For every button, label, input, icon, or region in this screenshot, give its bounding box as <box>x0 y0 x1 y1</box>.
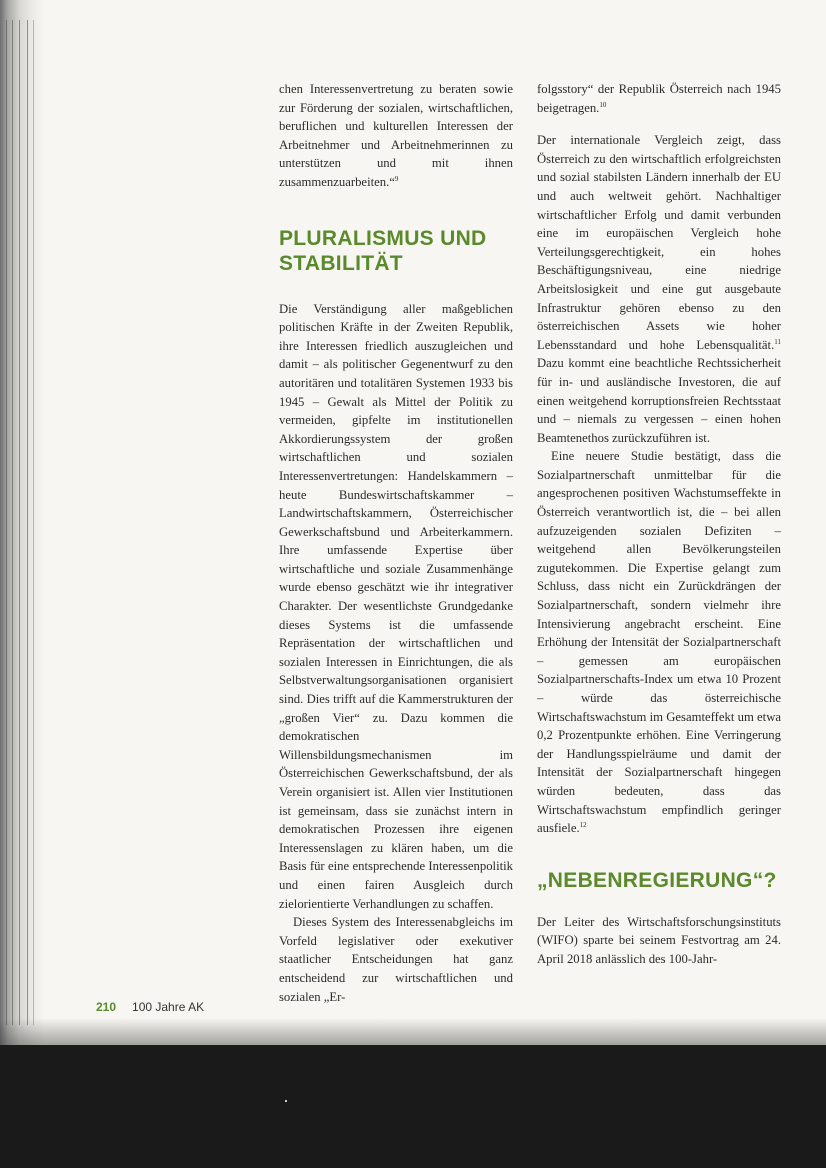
section-heading-nebenregierung: „NEBENREGIERUNG“? <box>537 868 777 892</box>
page-footer <box>96 1000 204 1014</box>
right-paragraph-3: Der Leiter des Wirtschaftsforschungsinstituts (WIFO) sparte bei seinem Festvortrag am 24. April 2018 anlässlich des 100-Jahr- <box>537 914 781 966</box>
binding-edge-line <box>6 20 7 1025</box>
left-column <box>279 80 513 1006</box>
page-number: 210 <box>96 1000 117 1014</box>
binding-edge-line <box>27 20 28 1025</box>
left-intro-paragraph: chen Interessenvertretung zu beraten sowie zur Förderung der sozialen, wirtschaftlichen, beruflichen und kulturellen Interessen der Arbeitnehmer und Arbeitnehmerinnen zu unterstützen und mit ihnen zusammenzuarbeiten.“$^9$ <box>279 82 513 189</box>
page-bottom-shadow <box>0 1018 826 1045</box>
section-heading-pluralismus: PLURALISMUS UND STABILITÄT <box>279 226 487 275</box>
right-column <box>537 80 781 969</box>
footnote-ref: 9 <box>394 174 399 183</box>
left-paragraph-2: Dieses System des Interessenabgleichs im Vorfeld legislativer oder exekutiver staatlicher Entscheidungen hat ganz entscheidend zur wirtschaftlichen und sozialen „Er- <box>279 915 513 1004</box>
binding-edge-line <box>33 20 34 1025</box>
scan-speck <box>285 1100 287 1102</box>
right-paragraph-2: Eine neuere Studie bestätigt, dass die Sozialpartnerschaft unmittelbar für die angesprochenen positiven Wachstumseffekte in Österreich verantwortlich ist, die – bei allen aufzuzeigenden sozialen Defiziten – weitgehend allen Bevölkerungsteilen zugutekommen. Die Expertise gelangt zum Schluss, dass nicht ein Zurückdrängen der Sozialpartnerschaft, sondern vielmehr ihre Intensivierung angebracht erscheint. Eine Erhöhung der Intensität der Sozialpartnerschaft – gemessen am europäischen Sozialpartnerschafts-Index um etwa 10 Prozent – würde das österreichische Wirtschaftswachstum im Gesamteffekt um etwa 0,2 Prozentpunkte erhöhen. Eine Verringerung der Handlungsspielräume und damit der Intensität der Sozialpartnerschaft hingegen würden bedeuten, dass das Wirtschaftswachstum empfindlich geringer ausfiele.$^{12}$ <box>537 449 781 836</box>
footnote-ref: 10 <box>599 100 607 109</box>
binding-edge-line <box>12 20 13 1025</box>
running-title: 100 Jahre AK <box>132 1000 205 1014</box>
book-binding-shadow <box>0 0 44 1045</box>
right-paragraph-1: Der internationale Vergleich zeigt, dass Österreich zu den wirtschaftlich erfolgreichsten und sozial stabilsten Ländern innerhalb der EU und auch weltweit gehört. Nachhaltiger wirtschaftlicher Erfolg und damit verbunden eine im europäischen Vergleich hohe Verteilungsgerechtigkeit, ein hohes Beschäftigungsniveau, eine niedrige Arbeitslosigkeit und eine gut ausgebaute Infrastruktur gehören ebenso zu den österreichischen Assets wie hoher Lebensstandard und hohe Lebensqualität.$^{11}$ Dazu kommt eine beachtliche Rechtssicherheit für in- und ausländische Investoren, die auf einen weitgehend korruptionsfreien Rechtsstaat und – niemals zu vergessen – einen hohen Beamtenethos zurückzuführen ist. <box>537 133 781 445</box>
footnote-ref: 12 <box>579 820 587 829</box>
left-paragraph-1: Die Verständigung aller maßgeblichen politischen Kräfte in der Zweiten Republik, ihre Interessen friedlich auszugleichen und damit – als politischer Gegenentwurf zu den autoritären und totalitären Systemen 1933 bis 1945 – Gewalt als Mittel der Politik zu vermeiden, gipfelte im institutionellen Akkordierungssystem der großen wirtschaftlichen und sozialen Interessenvertretungen: Handelskammern – heute Bundeswirtschaftskammer – Landwirtschaftskammern, Österreichischer Gewerkschaftsbund und Arbeiterkammern. Ihre umfassende Expertise über wirtschaftliche und soziale Zusammenhänge wurde ebenso geschätzt wie ihr integrativer Charakter. Der wesentlichste Grundgedanke dieses Systems ist die umfassende Repräsentation der wirtschaftlichen und sozialen Interessen in Einrichtungen, die als Selbstverwaltungsorganisationen organisiert sind. Dies trifft auf die Kammerstrukturen der „großen Vier“ zu. Dazu kommen die demokratischen Willensbildungsmechanismen im Österreichischen Gewerkschaftsbund, der als Verein organisiert ist. Allen vier Institutionen ist gemeinsam, dass sie zunächst intern in demokratischen Prozessen ihre eigenen Interessenslagen zu klären haben, um die Basis für eine entsprechende Interessenpolitik und einen fairen Ausgleich durch zielorientierte Verhandlungen zu schaffen. <box>279 301 513 911</box>
footnote-ref: 11 <box>774 337 781 346</box>
right-continuation-paragraph: folgsstory“ der Republik Österreich nach 1945 beigetragen.$^{10}$ <box>537 82 781 115</box>
binding-edge-line <box>19 20 20 1025</box>
